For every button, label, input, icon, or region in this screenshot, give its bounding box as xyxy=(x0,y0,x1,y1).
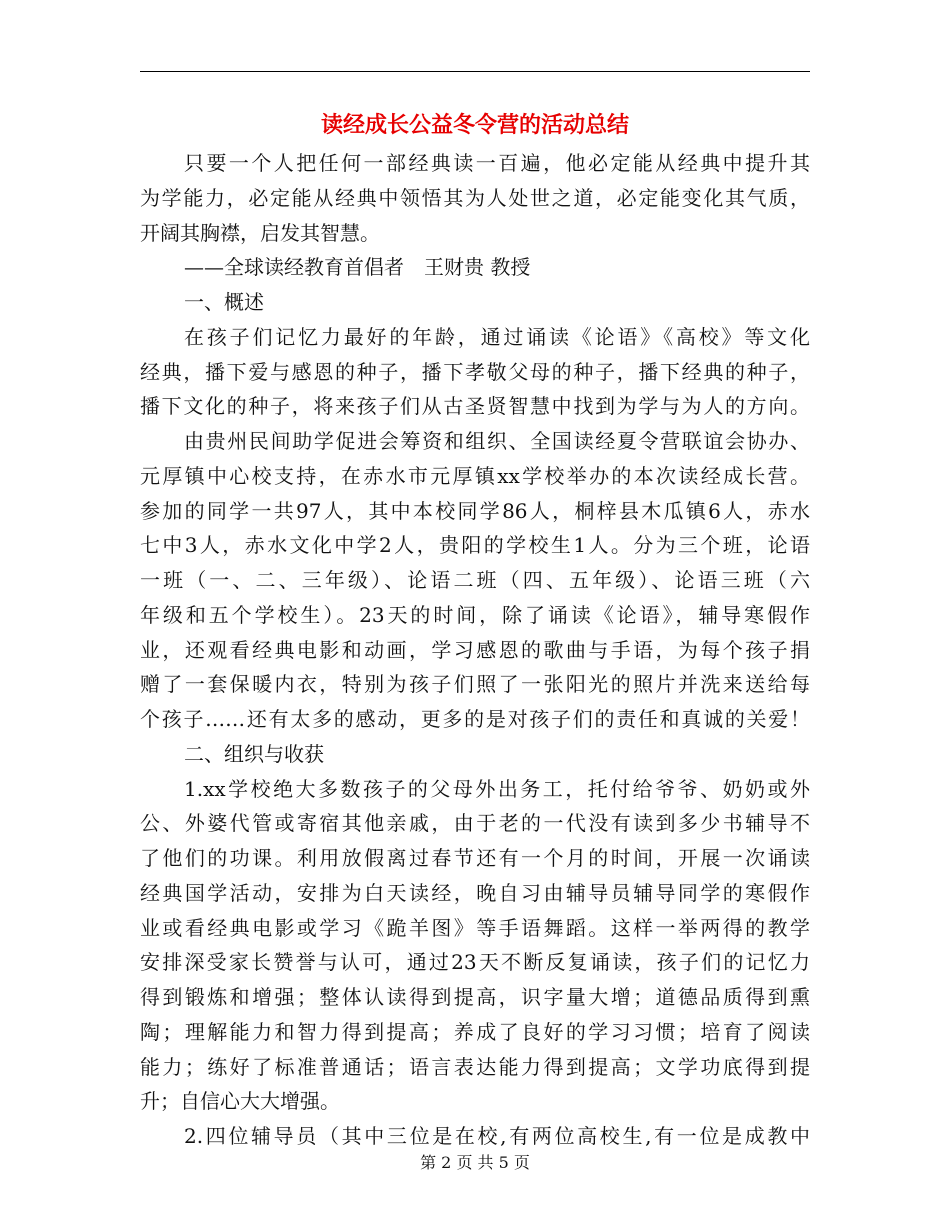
text-line: 元厚镇中心校支持，在赤水市元厚镇xx学校举办的本次读经成长营。 xyxy=(140,463,810,488)
text-line: 业或看经典电影或学习《跪羊图》等手语舞蹈。这样一举两得的教学 xyxy=(140,915,810,940)
text-line: ——全球读经教育首倡者 王财贵 教授 xyxy=(184,255,531,280)
text-line: 能力；练好了标准普通话；语言表达能力得到提高；文学功底得到提 xyxy=(140,1054,810,1079)
document-body xyxy=(140,146,810,1154)
text-line: 参加的同学一共97人，其中本校同学86人，桐梓县木瓜镇6人，赤水 xyxy=(140,498,810,523)
text-line: 为学能力，必定能从经典中领悟其为人处世之道，必定能变化其气质， xyxy=(140,185,810,210)
text-line: 陶；理解能力和智力得到提高；养成了良好的学习习惯；培育了阅读 xyxy=(140,1019,810,1044)
header-rule xyxy=(140,71,810,72)
text-line: 一、概述 xyxy=(184,290,264,314)
text-line: 播下文化的种子，将来孩子们从古圣贤智慧中找到为学与为人的方向。 xyxy=(140,394,810,419)
text-line: 升；自信心大大增强。 xyxy=(140,1089,340,1114)
page-footer: 第 2 页 共 5 页 xyxy=(420,1153,530,1172)
document-title: 读经成长公益冬令营的活动总结 xyxy=(320,112,629,138)
text-line: 二、组织与收获 xyxy=(184,741,324,766)
text-line: 公、外婆代管或寄宿其他亲戚，由于老的一代没有读到多少书辅导不 xyxy=(140,811,810,836)
text-line: 经典，播下爱与感恩的种子，播下孝敬父母的种子，播下经典的种子， xyxy=(140,359,810,384)
text-line: 个孩子……还有太多的感动，更多的是对孩子们的责任和真诚的关爱！ xyxy=(140,707,810,731)
text-line: 2.四位辅导员（其中三位是在校,有两位高校生,有一位是成教中 xyxy=(184,1124,810,1148)
text-line: 安排深受家长赞誉与认可，通过23天不断反复诵读，孩子们的记忆力 xyxy=(140,950,810,975)
text-line: 经典国学活动，安排为白天读经，晚自习由辅导员辅导同学的寒假作 xyxy=(140,880,810,905)
text-line: 只要一个人把任何一部经典读一百遍，他必定能从经典中提升其 xyxy=(184,151,810,175)
text-line: 开阔其胸襟，启发其智慧。 xyxy=(140,220,380,245)
text-line: 在孩子们记忆力最好的年龄，通过诵读《论语》《高校》等文化 xyxy=(184,324,810,349)
text-line: 得到锻炼和增强；整体认读得到提高，识字量大增；道德品质得到熏 xyxy=(140,985,810,1009)
text-line: 七中3人，赤水文化中学2人，贵阳的学校生1人。分为三个班，论语 xyxy=(140,533,810,558)
text-line: 1.xx学校绝大多数孩子的父母外出务工，托付给爷爷、奶奶或外 xyxy=(184,776,810,801)
text-line: 赠了一套保暖内衣，特别为孩子们照了一张阳光的照片并洗来送给每 xyxy=(140,672,810,697)
text-line: 一班（一、二、三年级）、论语二班（四、五年级）、论语三班（六 xyxy=(140,568,810,592)
text-line: 由贵州民间助学促进会筹资和组织、全国读经夏令营联谊会协办、 xyxy=(184,429,810,453)
text-line: 年级和五个学校生）。23天的时间，除了诵读《论语》，辅导寒假作 xyxy=(140,602,810,627)
text-line: 了他们的功课。利用放假离过春节还有一个月的时间，开展一次诵读 xyxy=(140,846,810,870)
text-line: 业，还观看经典电影和动画，学习感恩的歌曲与手语，为每个孩子捐 xyxy=(140,637,810,662)
